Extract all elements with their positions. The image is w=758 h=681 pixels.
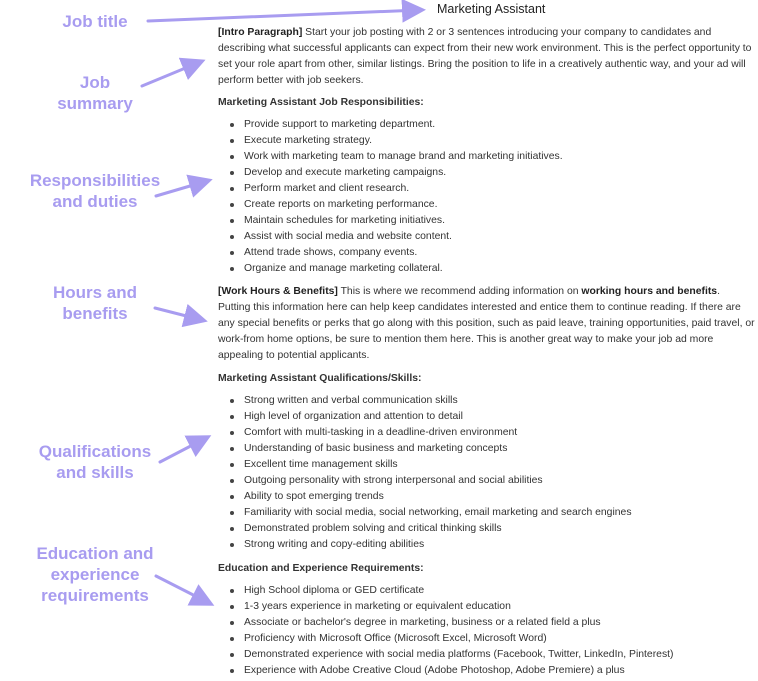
responsibility-item: Work with marketing team to manage brand and marketing initiatives. xyxy=(244,149,563,165)
arrow-job-summary xyxy=(142,62,200,86)
education-item: Demonstrated experience with social media platforms (Facebook, Twitter, LinkedIn, Pinterest) xyxy=(244,647,674,663)
qualification-item: Understanding of basic business and marketing concepts xyxy=(244,441,632,457)
education-item: Proficiency with Microsoft Office (Microsoft Excel, Microsoft Word) xyxy=(244,631,674,647)
intro-paragraph xyxy=(218,25,755,89)
education-item: 1-3 years experience in marketing or equivalent education xyxy=(244,599,674,615)
annotation-responsibilities-line2: and duties xyxy=(52,192,138,211)
arrow-qualifications xyxy=(160,438,206,462)
hours-text-b: . Putting this information here can help keep candidates interested and entice them to continue reading. If there are any special benefits or perks that go along with this position, such as paid leave, training opportunities, paid travel, or work-from home options, be sure to mention them here. This is another great way to make your job ad more appealing to potential applicants. xyxy=(218,286,755,361)
education-heading: Education and Experience Requirements: xyxy=(218,563,424,574)
responsibilities-list xyxy=(218,117,563,277)
responsibility-item: Create reports on marketing performance. xyxy=(244,197,563,213)
arrow-responsibilities xyxy=(156,181,207,196)
qualification-item: Familiarity with social media, social networking, email marketing and search engines xyxy=(244,505,632,521)
responsibility-item: Execute marketing strategy. xyxy=(244,133,563,149)
education-item: Associate or bachelor's degree in marketing, business or a related field a plus xyxy=(244,615,674,631)
annotation-job-title-text: Job title xyxy=(62,12,128,31)
responsibility-item: Organize and manage marketing collateral. xyxy=(244,261,563,277)
annotation-hours-line1: Hours and xyxy=(52,283,138,302)
annotation-job-summary-line1: Job xyxy=(79,73,111,92)
qualification-item: Outgoing personality with strong interpersonal and social abilities xyxy=(244,473,632,489)
qualification-item: Comfort with multi-tasking in a deadline-driven environment xyxy=(244,425,632,441)
qualification-item: Ability to spot emerging trends xyxy=(244,489,632,505)
responsibility-item: Perform market and client research. xyxy=(244,181,563,197)
qualifications-list xyxy=(218,393,632,553)
hours-text-a: This is where we recommend adding information on xyxy=(337,286,582,297)
responsibility-item: Attend trade shows, company events. xyxy=(244,245,563,261)
annotation-job-summary-line2: summary xyxy=(57,94,133,113)
hours-bold: working hours and benefits xyxy=(581,286,718,297)
annotation-qualifications-line2: and skills xyxy=(56,463,134,482)
intro-tag: [Intro Paragraph] xyxy=(218,27,303,38)
annotation-qualifications-line1: Qualifications xyxy=(38,442,152,461)
annotation-education-line1: Education and xyxy=(36,544,154,563)
responsibility-item: Assist with social media and website content. xyxy=(244,229,563,245)
arrow-job-title xyxy=(148,10,420,21)
education-list xyxy=(218,583,674,679)
education-item: Experience with Adobe Creative Cloud (Adobe Photoshop, Adobe Premiere) a plus xyxy=(244,663,674,679)
hours-tag: [Work Hours & Benefits] xyxy=(218,286,338,297)
qualifications-heading: Marketing Assistant Qualifications/Skills: xyxy=(218,373,422,384)
annotation-hours-line2: benefits xyxy=(62,304,128,323)
hours-benefits-paragraph xyxy=(218,284,755,364)
job-title: Marketing Assistant xyxy=(437,2,546,16)
qualification-item: Strong writing and copy-editing abilities xyxy=(244,537,632,553)
education-item: High School diploma or GED certificate xyxy=(244,583,674,599)
qualification-item: Strong written and verbal communication skills xyxy=(244,393,632,409)
responsibility-item: Provide support to marketing department. xyxy=(244,117,563,133)
annotation-education-line2: experience xyxy=(50,565,140,584)
qualification-item: Demonstrated problem solving and critical thinking skills xyxy=(244,521,632,537)
arrow-hours xyxy=(155,308,202,320)
arrow-education xyxy=(156,576,209,603)
responsibilities-heading: Marketing Assistant Job Responsibilities: xyxy=(218,97,424,108)
qualification-item: Excellent time management skills xyxy=(244,457,632,473)
intro-text: Start your job posting with 2 or 3 sentences introducing your company to candidates and describing what successful applicants can expect from their new work environment. This is the perfect opportunity to set your role apart from other, similar listings. Bring the position to life in a creatively authentic way, and your ad will perform better with job seekers. xyxy=(218,27,752,86)
qualification-item: High level of organization and attention to detail xyxy=(244,409,632,425)
annotation-responsibilities-line1: Responsibilities xyxy=(29,171,161,190)
responsibility-item: Maintain schedules for marketing initiatives. xyxy=(244,213,563,229)
annotation-education-line3: requirements xyxy=(41,586,149,605)
responsibility-item: Develop and execute marketing campaigns. xyxy=(244,165,563,181)
